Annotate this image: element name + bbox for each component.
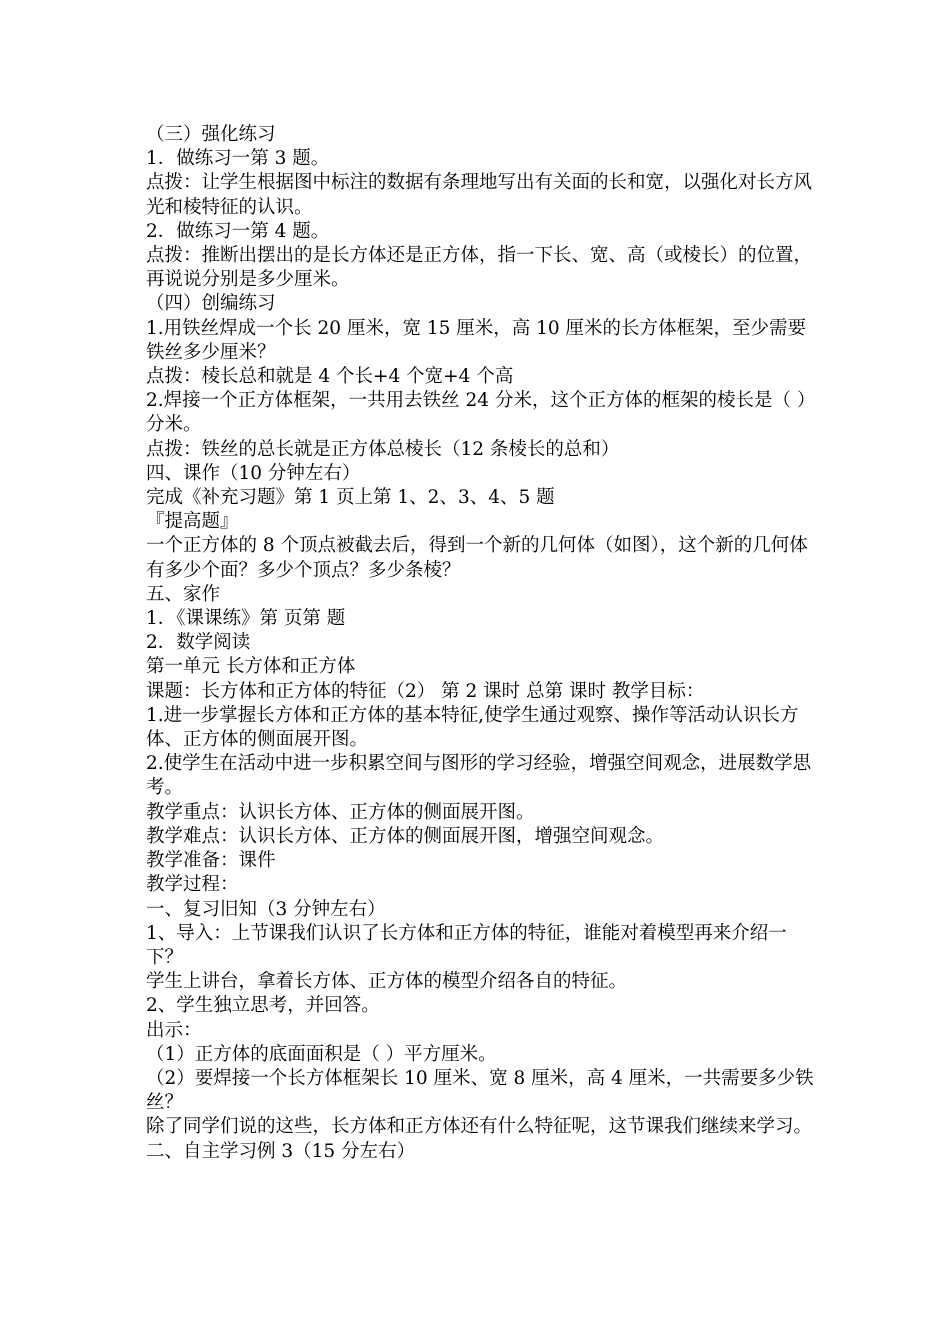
text-line: 2．做练习一第 4 题。 [146, 220, 330, 242]
text-line: 2、学生独立思考，并回答。 [146, 995, 380, 1017]
text-line: 点拨：让学生根据图中标注的数据有条理地写出有关面的长和宽，以强化对长方风光和棱特征的认识。 [146, 172, 813, 218]
text-line: 1、导入：上节课我们认识了长方体和正方体的特征，谁能对着模型再来介绍一下？ [146, 922, 787, 968]
text-line: 1.用铁丝焊成一个长 20 厘米，宽 15 厘米，高 10 厘米的长方体框架，至少需要铁丝多少厘米？ [146, 317, 807, 363]
text-line: （2）要焊接一个长方体框架长 10 厘米、宽 8 厘米，高 4 厘米，一共需要多少铁丝？ [146, 1067, 814, 1114]
text-line: 2．数学阅读 [146, 632, 251, 654]
unit-title: 第一单元 长方体和正方体 [146, 656, 356, 678]
text-line: 除了同学们说的这些，长方体和正方体还有什么特征呢，这节课我们继续来学习。 [146, 1116, 813, 1138]
text-line: 1．做练习一第 3 题。 [146, 148, 330, 170]
section-heading: 一、复习旧知（3 分钟左右） [146, 898, 386, 920]
text-line: 教学难点：认识长方体、正方体的侧面展开图，增强空间观念。 [146, 825, 665, 847]
section-heading: 五、家作 [146, 583, 221, 605]
text-line: 点拨：推断出摆出的是长方体还是正方体，指一下长、宽、高（或棱长）的位置，再说说分别是多少厘米。 [146, 245, 813, 291]
text-line: 完成《补充习题》第 1 页上第 1、2、3、4、5 题 [146, 487, 555, 509]
section-heading: （三）强化练习 [146, 124, 276, 145]
section-heading: 四、课作（10 分钟左右） [146, 462, 361, 484]
text-line: 1.进一步掌握长方体和正方体的基本特征,使学生通过观察、操作等活动认识长方体、正方体的侧面展开图。 [146, 704, 799, 751]
section-heading: 『提高题』 [146, 511, 239, 533]
document-body [146, 123, 816, 1164]
text-line: （1）正方体的底面面积是（ ）平方厘米。 [146, 1043, 497, 1065]
text-line: 学生上讲台，拿着长方体、正方体的模型介绍各自的特征。 [146, 971, 628, 993]
text-line: 点拨：铁丝的总长就是正方体总棱长（12 条棱长的总和） [146, 438, 620, 460]
text-line: 点拨：棱长总和就是 4 个长+4 个宽+4 个高 [146, 366, 514, 388]
text-line: 1．《课课练》第 页第 题 [146, 608, 346, 630]
text-line: 教学重点：认识长方体、正方体的侧面展开图。 [146, 801, 535, 823]
text-line: 教学过程： [146, 874, 239, 896]
section-heading: （四）创编练习 [146, 293, 276, 315]
text-line: 一个正方体的 8 个顶点被截去后，得到一个新的几何体（如图），这个新的几何体有多少个面？多少个顶点？多少条棱？ [146, 535, 808, 581]
text-line: 出示： [146, 1019, 202, 1041]
lesson-title: 课题：长方体和正方体的特征（2） 第 2 课时 总第 课时 教学目标： [146, 680, 705, 702]
text-line: 2.焊接一个正方体框架，一共用去铁丝 24 分米，这个正方体的框架的棱长是（ ）分米。 [146, 390, 816, 436]
section-heading: 二、自主学习例 3（15 分左右） [146, 1140, 416, 1162]
text-line: 2.使学生在活动中进一步积累空间与图形的学习经验，增强空间观念，进展数学思考。 [146, 753, 812, 799]
text-line: 教学准备：课件 [146, 850, 276, 872]
